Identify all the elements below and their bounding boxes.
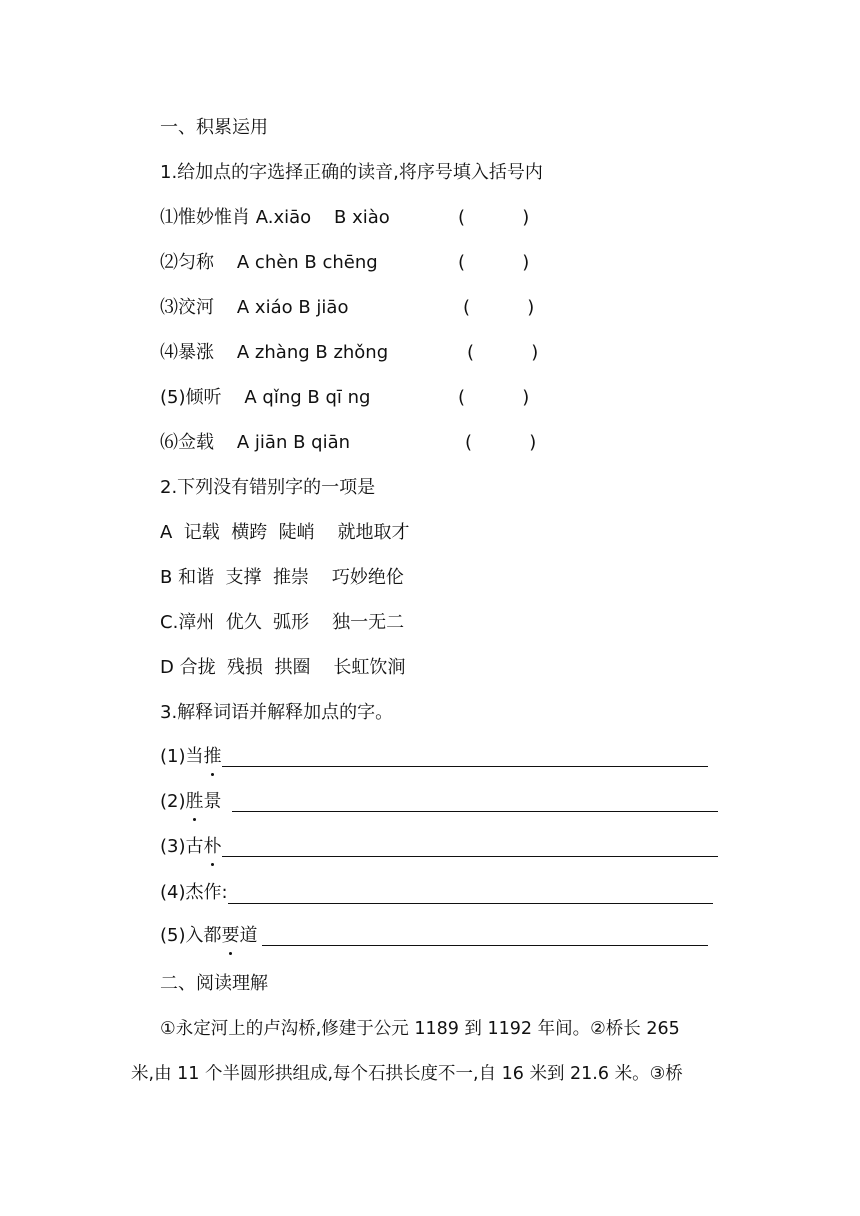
item-number: (5) [160,387,186,408]
item-word: 佥载 [178,432,214,453]
question-2-option-d: D 合拢 残损 拱圈 长虹饮涧 [160,657,406,678]
item-word: 暴涨 [178,342,214,363]
item-number: (5) [160,925,186,946]
section-2-title: 二、阅读理解 [160,973,268,994]
answer-parentheses[interactable]: ( ) [458,207,530,228]
item-options: A jiān B qiān [236,432,351,453]
answer-parentheses[interactable]: ( ) [463,297,535,318]
answer-blank[interactable] [232,811,718,812]
question-2-prompt: 2.下列没有错别字的一项是 [160,477,376,498]
answer-blank[interactable] [222,766,708,767]
answer-parentheses[interactable]: ( ) [458,252,530,273]
item-number: ⑷ [160,342,178,363]
item-options: A.xiāo B xiào [255,207,390,228]
dotted-character: 要 [221,925,240,946]
item-word: 倾听 [185,387,222,408]
answer-parentheses[interactable]: ( ) [465,432,537,453]
question-1-prompt: 1.给加点的字选择正确的读音,将序号填入括号内 [160,162,543,183]
dotted-character: 胜 [185,791,204,812]
item-text: 杰作: [185,882,228,903]
passage-line-2: 米,由 11 个半圆形拱组成,每个石拱长度不一,自 16 米到 21.6 米。③桥 [131,1064,683,1084]
question-2-option-b: B 和谐 支撑 推崇 巧妙绝伦 [160,567,404,588]
item-number: ⑹ [160,432,178,453]
answer-parentheses[interactable]: ( ) [458,387,530,408]
item-text: 当 [185,746,204,767]
item-options: A chèn B chēng [236,252,378,273]
dotted-character: 推 [203,746,222,767]
item-word: 洨河 [178,297,214,318]
answer-parentheses[interactable]: ( ) [467,342,539,363]
question-2-option-c: C.漳州 优久 弧形 独一无二 [160,612,405,633]
item-number: (4) [160,882,186,903]
item-word: 惟妙惟肖 [178,207,250,228]
item-number: ⑵ [160,252,178,273]
item-text: 道 [239,925,258,946]
item-options: A zhàng B zhǒng [236,342,389,363]
answer-blank[interactable] [222,856,718,857]
section-1-title: 一、积累运用 [160,117,268,138]
item-number: (1) [160,746,186,767]
item-number: ⑴ [160,207,178,228]
item-number: (2) [160,791,186,812]
item-options: A qǐng B qī ng [244,387,371,408]
question-2-option-a: A 记载 横跨 陡峭 就地取才 [160,522,410,543]
item-text: 景 [203,791,228,812]
dotted-character: 朴 [203,836,222,857]
item-word: 匀称 [178,252,214,273]
answer-blank[interactable] [262,945,708,946]
question-3-prompt: 3.解释词语并解释加点的字。 [160,702,394,723]
item-number: (3) [160,836,186,857]
item-text: 古 [185,836,204,857]
answer-blank[interactable] [228,903,713,904]
passage-line-1: ①永定河上的卢沟桥,修建于公元 1189 到 1192 年间。②桥长 265 [160,1019,680,1039]
item-number: ⑶ [160,297,178,318]
item-text: 入都 [185,925,222,946]
item-options: A xiáo B jiāo [236,297,349,318]
